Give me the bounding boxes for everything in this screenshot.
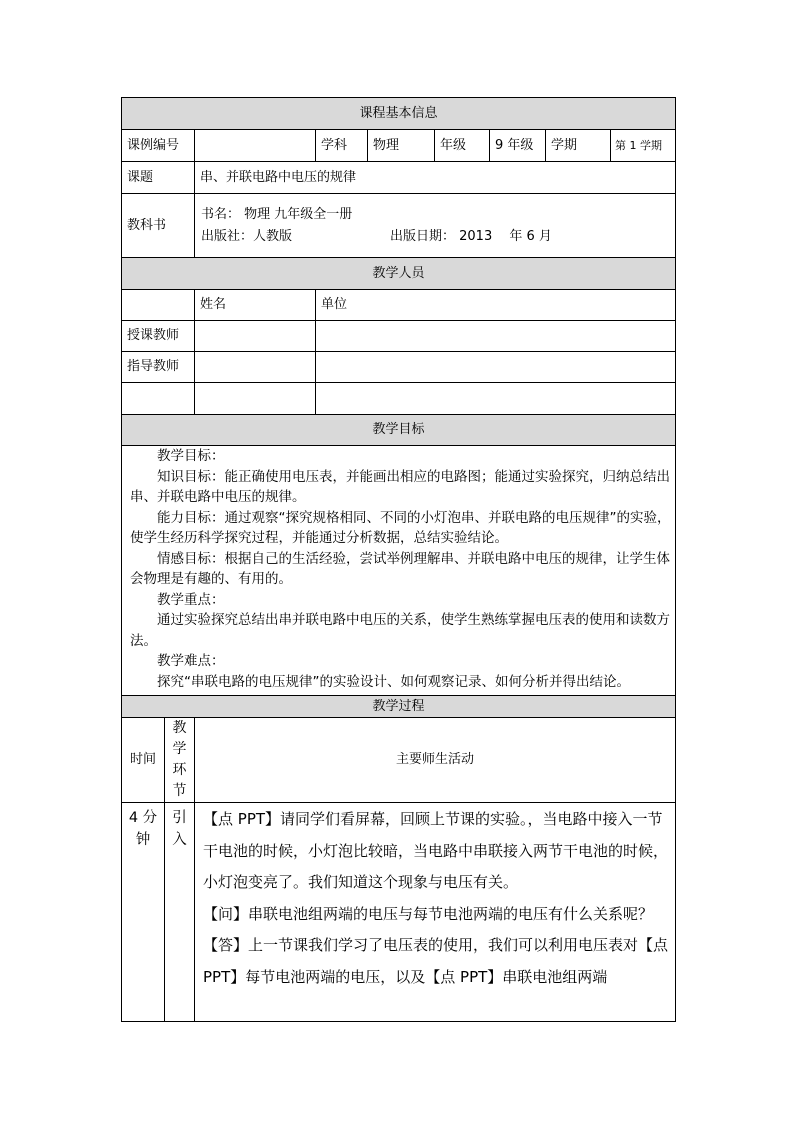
staff-role: 指导教师 — [122, 352, 195, 383]
lesson-plan-page — [121, 97, 675, 1022]
staff-role — [122, 383, 195, 415]
staff-name[interactable] — [195, 383, 316, 415]
case-no-label: 课例编号 — [122, 130, 195, 162]
staff-name[interactable] — [195, 321, 316, 352]
time-line: 钟 — [135, 832, 151, 848]
ability-goal: 能力目标：通过观察“探究规格相同、不同的小灯泡串、并联电路的电压规律”的实验，使学生经历科学探究过程，并能通过分析数据，总结实验结论。 — [130, 509, 671, 546]
textbook-label: 教科书 — [122, 194, 195, 258]
case-no-value[interactable] — [195, 130, 316, 162]
knowledge-goal: 知识目标：能正确使用电压表，并能画出相应的电路图；能通过实验探究，归纳总结出串、并联电路中电压的规律。 — [130, 468, 670, 505]
grade-value: 9 年级 — [490, 130, 546, 162]
difficulty-heading: 教学难点： — [157, 653, 225, 669]
process-table — [121, 717, 676, 1022]
stage-header-char: 环 — [172, 762, 187, 778]
staff-unit[interactable] — [316, 321, 676, 352]
staff-role-blank — [122, 290, 195, 321]
time-header: 时间 — [122, 718, 165, 803]
activity-header: 主要师生活动 — [195, 718, 676, 803]
textbook-publisher: 出版社：人教版 — [201, 228, 293, 244]
staff-unit[interactable] — [316, 383, 676, 415]
stage-char: 入 — [172, 832, 187, 848]
textbook-date: 出版日期： 2013 年 6 月 — [390, 228, 552, 244]
term-label: 学期 — [546, 130, 611, 162]
difficulty-text: 探究“串联电路的电压规律”的实验设计、如何观察记录、如何分析并得出结论。 — [157, 673, 630, 690]
grade-label: 年级 — [435, 130, 490, 162]
key-points-text: 通过实验探究总结出串并联电路中电压的关系，使学生熟练掌握电压表的使用和读数方法。 — [130, 612, 670, 649]
emotion-goal: 情感目标：根据自己的生活经验，尝试举例理解串、并联电路中电压的规律，让学生体会物理是有趣的、有用的。 — [130, 550, 670, 587]
key-points-heading: 教学重点： — [157, 591, 225, 608]
topic-value: 串、并联电路中电压的规律 — [195, 162, 676, 194]
basic-info-header: 课程基本信息 — [122, 98, 676, 130]
stage-header-char: 教 — [172, 720, 187, 736]
subject-label: 学科 — [316, 130, 368, 162]
term-value: 第 1 学期 — [611, 130, 676, 162]
activity-paragraph: 【问】串联电池组两端的电压与每节电池两端的电压有什么关系呢？ — [203, 904, 654, 923]
time-cell — [122, 803, 165, 1022]
time-line: 4 分 — [128, 810, 158, 826]
stage-header — [165, 718, 195, 803]
stage-header-char: 学 — [172, 741, 187, 757]
textbook-info — [195, 194, 676, 258]
activity-cell — [195, 803, 676, 1022]
activity-paragraph: 【点 PPT】请同学们看屏幕，回顾上节课的实验。，当电路中接入一节干电池的时候，小灯泡比较暗，当电路中串联接入两节干电池的时候，小灯泡变亮了。我们知道这个现象与电压有关。 — [203, 810, 669, 891]
textbook-publish-line — [201, 226, 675, 248]
subject-value: 物理 — [368, 130, 435, 162]
activity-paragraph: 【答】上一节课我们学习了电压表的使用，我们可以利用电压表对【点 PPT】每节电池两端的电压，以及【点 PPT】串联电池组两端 — [203, 936, 669, 986]
stage-cell — [165, 803, 195, 1022]
objectives-header: 教学目标 — [122, 415, 676, 446]
process-header: 教学过程 — [122, 696, 676, 718]
staff-role: 授课教师 — [122, 321, 195, 352]
staff-name[interactable] — [195, 352, 316, 383]
topic-label: 课题 — [122, 162, 195, 194]
stage-header-char: 节 — [172, 783, 187, 799]
stage-char: 引 — [172, 810, 187, 826]
textbook-title: 书名： 物理 九年级全一册 — [201, 206, 353, 222]
staff-header: 教学人员 — [122, 258, 676, 290]
staff-unit-header: 单位 — [316, 290, 676, 321]
staff-name-header: 姓名 — [195, 290, 316, 321]
lesson-plan-table — [121, 97, 676, 718]
staff-unit[interactable] — [316, 352, 676, 383]
objectives-body — [122, 446, 676, 696]
goals-heading: 教学目标： — [157, 448, 225, 464]
